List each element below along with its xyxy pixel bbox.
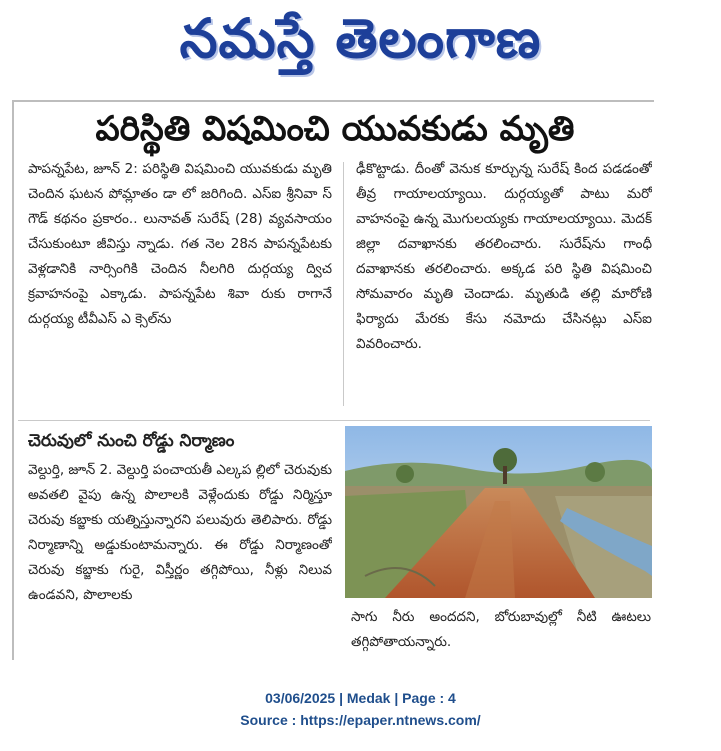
article-left-column: పాపన్నపేట, జూన్ 2: పరిస్థితి విషమించి యువకుడు మృతి చెందిన ఘటన పోమ్లాతం డా లో జరిగింది. ఎస్ఐ శ్రీనివా స్ గౌడ్ కథనం ప్రకారం.. లునావత్ సురేష్ (28) వ్యవసాయం చేసుకుంటూ జీవిస్తు న్నాడు. గత నెల 28న పాపన్నపేటకు వెళ్లడానికి నార్సింగికి చెందిన నీలగిరి దుర్గయ్య ద్విచ క్రవాహనంపై ఎక్కాడు. పాపన్నపేట శివా రుకు రాగానే దుర్గయ్య టీవీఎస్ ఎ క్సెల్‌ను: [28, 161, 332, 327]
masthead: [0, 0, 721, 78]
photo-caption: సాగు నీరు అందదని, బోరుబావుల్లో నీటి ఊటలు తగ్గిపోతాయన్నారు.: [351, 609, 651, 650]
second-article-body: వెల్దుర్తి, జూన్ 2. వెల్దుర్తి పంచాయతీ ఎల్కప ల్లిలో చెరువుకు అవతలి వైపు ఉన్న పొలాలకి వెళ్లేందుకు రోడ్డు నిర్మిస్తూ చెరువు కబ్జాకు యత్నిస్తున్నారని పలువురు తెలిపారు. రోడ్డు నిర్మాణాన్ని అడ్డుకుంటామన్నారు. ఈ రోడ్డు నిర్మాణంతో చెరువు కబ్జాకు గురై, విస్తీర్ణం తగ్గిపోయి, నీళ్లు నిలువ ఉండవని, పొలాలకు: [28, 462, 332, 603]
article-headline: పరిస్థితి విషమించి యువకుడు మృతి: [95, 109, 575, 149]
column-divider: [343, 162, 344, 406]
section-separator: [18, 420, 650, 421]
edition-info: 03/06/2025 | Medak | Page : 4: [265, 690, 456, 706]
road-photo: [345, 426, 652, 598]
article-right-column: ఢీకొట్టాడు. దీంతో వెనుక కూర్చున్న సురేష్ కింద పడడంతో తీవ్ర గాయాలయ్యాయి. దుర్గయ్యతో పాటు మరో వాహనంపై ఉన్న మొగులయ్యకు గాయాలయ్యాయి. మెదక్ జిల్లా దవాఖానకు తరలించారు. సురేష్‌ను గాంధీ దవాఖానకు తరలించారు. అక్కడ పరి స్థితి విషమించి సోమవారం మృతి చెందాడు. మృతుడి తల్లి మారోణి ఫిర్యాదు మేరకు కేసు నమోదు చేసినట్లు ఎస్ఐ వివరించారు.: [356, 161, 652, 352]
source-link[interactable]: Source : https://epaper.ntnews.com/: [240, 712, 481, 728]
road-photo-image: [345, 426, 652, 598]
second-article-subhead: చెరువులో నుంచి రోడ్డు నిర్మాణం: [28, 431, 235, 451]
newspaper-logo: నమస్తే తెలంగాణ: [179, 7, 542, 70]
